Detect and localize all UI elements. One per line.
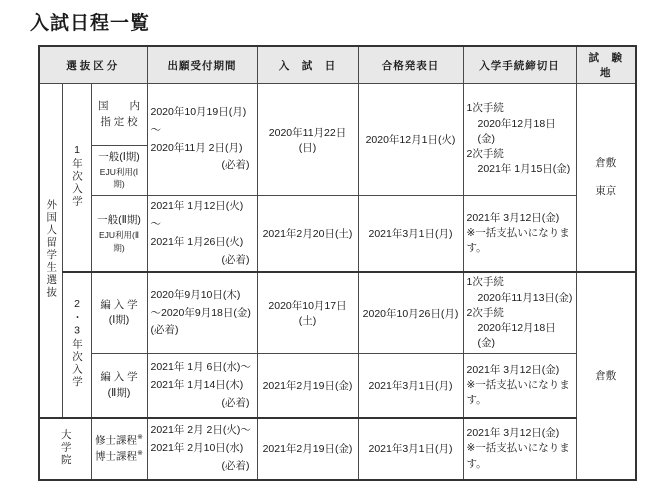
header-result-date: 合格発表日 xyxy=(358,46,463,84)
deadline-line: 2021年 3月12日(金) xyxy=(466,427,560,440)
application-date-line: 2020年11月 2日(月) xyxy=(150,141,243,154)
deadline-note: ※一括支払いになります。 xyxy=(466,227,570,255)
deadline-line: 2020年12月18日(金) xyxy=(477,117,556,145)
category-general-term2 xyxy=(91,196,147,273)
application-period-cell xyxy=(147,272,257,354)
category-line: EJU利用(Ⅱ期) xyxy=(98,229,140,253)
result-date-cell: 2021年3月1日(月) xyxy=(358,196,463,273)
category-line: (Ⅱ期) xyxy=(107,386,131,399)
venue-cell-upper xyxy=(576,84,636,273)
group-year23-label: 2・3年次入学 xyxy=(71,298,83,389)
table-row xyxy=(39,84,636,146)
venue-name: 倉敷 xyxy=(595,369,617,382)
exam-schedule-table xyxy=(38,45,637,481)
application-date-line: 2020年10月19日(月)～ xyxy=(150,105,247,136)
application-date-line: 2021年 1月12日(火)～ xyxy=(150,200,244,230)
result-date-cell: 2021年3月1日(月) xyxy=(358,418,463,480)
application-period-cell xyxy=(147,84,257,196)
venue-name: 倉敷 xyxy=(595,157,617,170)
exam-date-cell: 2021年2月19日(金) xyxy=(257,418,358,480)
group-foreign-students-label: 外国人留学生選抜 xyxy=(45,198,58,299)
category-general-term1 xyxy=(91,146,147,196)
category-line: 国 内 xyxy=(98,99,140,112)
table-row xyxy=(39,196,636,273)
enrollment-deadline-cell xyxy=(463,272,576,354)
application-date-line: ～2020年9月18日(金) xyxy=(150,306,251,319)
application-date-line: 2021年 2月10日(水) xyxy=(150,442,244,455)
deadline-line: 2021年 1月15日(金) xyxy=(477,163,571,176)
deadline-line: 1次手続 xyxy=(466,276,504,289)
exam-date-cell: 2021年2月20日(土) xyxy=(257,196,358,273)
application-period-cell xyxy=(147,354,257,418)
result-date-cell: 2020年10月26日(月) xyxy=(358,272,463,354)
category-transfer-term1 xyxy=(91,272,147,354)
category-line: 指 定 校 xyxy=(100,115,138,128)
venue-cell-lower xyxy=(576,272,636,480)
must-arrive-note: (必着) xyxy=(221,459,250,472)
group-year1-admission xyxy=(62,84,91,273)
group-year1-label: 1年次入学 xyxy=(71,144,83,209)
must-arrive-note: (必着) xyxy=(221,396,250,409)
table-row xyxy=(39,272,636,354)
must-arrive-note: (必着) xyxy=(221,159,250,172)
reference-mark: ※ xyxy=(137,449,143,457)
category-line: EJU利用(Ⅰ期) xyxy=(99,166,139,190)
category-line: 編 入 学 xyxy=(100,298,138,311)
must-arrive-note: (必着) xyxy=(221,253,250,266)
application-date-line: 2021年 1月 6日(水)～ xyxy=(150,360,251,373)
category-line: 一般(Ⅱ期) xyxy=(97,214,141,227)
document-page xyxy=(0,8,666,481)
category-line: (Ⅰ期) xyxy=(108,314,130,327)
application-date-line: 2021年 1月26日(火) xyxy=(150,235,244,248)
category-line: 編 入 学 xyxy=(100,370,138,383)
venue-name: 東京 xyxy=(595,184,617,197)
enrollment-deadline-cell xyxy=(463,84,576,196)
deadline-note: ※一括支払いになります。 xyxy=(466,442,570,470)
reference-mark: ※ xyxy=(137,433,143,441)
category-line: 博士課程※ xyxy=(95,449,143,463)
category-line: 一般(Ⅰ期) xyxy=(98,150,140,163)
application-period-cell xyxy=(147,418,257,480)
header-enrollment-deadline: 入学手続締切日 xyxy=(463,46,576,84)
application-period-cell xyxy=(147,196,257,273)
result-date-cell: 2021年3月1日(月) xyxy=(358,354,463,418)
header-exam-venue: 試 験 地 xyxy=(576,46,636,84)
header-application-period: 出願受付期間 xyxy=(147,46,257,84)
category-domestic-designated xyxy=(91,84,147,146)
page-title: 入試日程一覧 xyxy=(30,13,151,34)
must-arrive-note: (必着) xyxy=(150,324,179,337)
table-row xyxy=(39,418,636,480)
group-year23-admission xyxy=(62,272,91,418)
enrollment-deadline-cell xyxy=(463,196,576,273)
category-transfer-term2 xyxy=(91,354,147,418)
table-row xyxy=(39,354,636,418)
group-graduate-label: 大学院 xyxy=(59,428,72,467)
enrollment-deadline-cell xyxy=(463,354,576,418)
table-header-row xyxy=(39,46,636,84)
header-selection-category: 選抜区分 xyxy=(39,46,147,84)
category-line: 修士課程※ xyxy=(95,433,143,447)
header-exam-date: 入 試 日 xyxy=(257,46,358,84)
application-date-line: 2021年 2月 2日(火)～ xyxy=(150,424,251,437)
enrollment-deadline-cell xyxy=(463,418,576,480)
category-graduate-programs xyxy=(91,418,147,480)
application-date-line: 2021年 1月14日(木) xyxy=(150,378,244,391)
deadline-line: 2020年11月13日(金) xyxy=(477,291,573,304)
deadline-line: 2021年 3月12日(金) xyxy=(466,211,560,224)
result-date-cell: 2020年12月1日(火) xyxy=(358,84,463,196)
deadline-line: 2020年12月18日(金) xyxy=(477,322,556,350)
deadline-line: 2021年 3月12日(金) xyxy=(466,363,560,376)
exam-date-cell: 2020年11月22日(日) xyxy=(257,84,358,196)
group-graduate-school xyxy=(39,418,91,480)
deadline-note: ※一括支払いになります。 xyxy=(466,379,570,407)
exam-date-cell: 2021年2月19日(金) xyxy=(257,354,358,418)
deadline-line: 1次手続 xyxy=(466,102,504,115)
deadline-line: 2次手続 xyxy=(466,148,504,161)
application-date-line: 2020年9月10日(木) xyxy=(150,288,241,301)
exam-date-cell: 2020年10月17日(土) xyxy=(257,272,358,354)
group-foreign-students xyxy=(39,84,62,418)
deadline-line: 2次手続 xyxy=(466,306,504,319)
